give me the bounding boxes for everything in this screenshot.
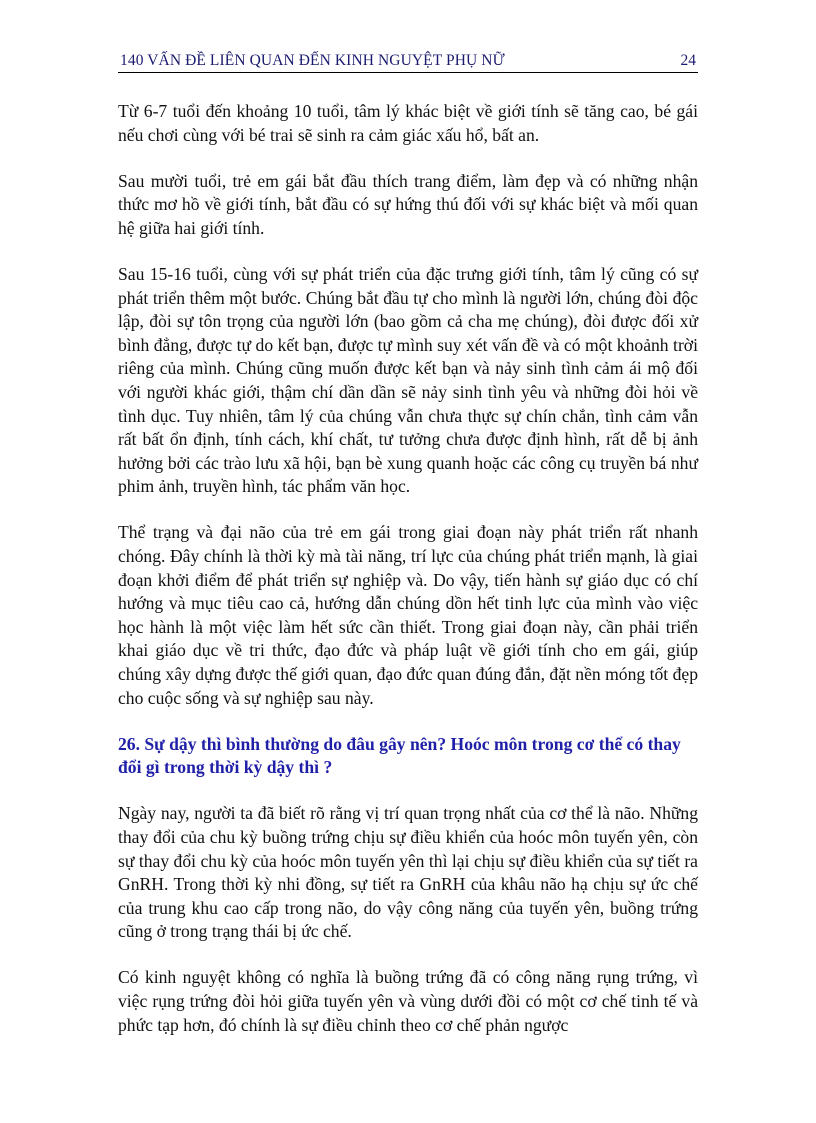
book-title: 140 VẤN ĐỀ LIÊN QUAN ĐẾN KINH NGUYỆT PHỤ NỮ bbox=[120, 52, 505, 69]
page-number: 24 bbox=[680, 52, 696, 69]
paragraph-after-ten: Sau mười tuổi, trẻ em gái bắt đầu thích trang điểm, làm đẹp và có những nhận thức mơ hồ về giới tính, bắt đầu có sự hứng thú đối với sự khác biệt và mối quan hệ giữa hai giới tính. bbox=[118, 170, 698, 238]
section-heading: 26. Sự dậy thì bình thường do đâu gây nên? Hoóc môn trong cơ thể có thay đổi gì trong thời kỳ dậy thì ? bbox=[118, 733, 681, 778]
page-body bbox=[118, 100, 698, 1060]
paragraph-physical-development: Thể trạng và đại não của trẻ em gái trong giai đoạn này phát triển rất nhanh chóng. Đây chính là thời kỳ mà tài năng, trí lực của chúng phát triển mạnh, là giai đoạn khởi điểm để phát triển sự nghiệp và. Do vậy, tiến hành sự giáo dục có chí hướng và mục tiêu cao cả, hướng dẫn chúng dồn hết tinh lực của mình vào việc học hành là một việc làm hết sức cần thiết. Trong giai đoạn này, cần phải triển khai giáo dục về tri thức, đạo đức và pháp luật về giới tính cho em gái, giúp chúng xây dựng được thế giới quan, đạo đức quan đúng đắn, đặt nền móng tốt đẹp cho cuộc sống và sự nghiệp sau này. bbox=[118, 522, 698, 708]
paragraph-ovulation: Có kinh nguyệt không có nghĩa là buồng trứng đã có công năng rụng trứng, vì việc rụng trứng đòi hỏi giữa tuyến yên và vùng dưới đồi có một cơ chế tinh tế và phức tạp hơn, đó chính là sự điều chỉnh theo cơ chế phản ngược bbox=[118, 967, 698, 1035]
paragraph-brain-hormones: Ngày nay, người ta đã biết rõ rằng vị trí quan trọng nhất của cơ thể là não. Những thay đổi của chu kỳ buồng trứng chịu sự điều khiển của hoóc môn tuyến yên, còn sự thay đổi chu kỳ của hoóc môn tuyến yên thì lại chịu sự điều khiển của sự tiết ra GnRH. Trong thời kỳ nhi đồng, sự tiết ra GnRH của khâu não hạ chịu sự ức chế của trung khu cao cấp trong não, do vậy công năng của tuyến yên, buồng trứng cũng ở trong trạng thái bị ức chế. bbox=[118, 803, 698, 942]
paragraph-age-15-16: Sau 15-16 tuổi, cùng với sự phát triển của đặc trưng giới tính, tâm lý cũng có sự phát triển thêm một bước. Chúng bắt đầu tự cho mình là người lớn, chúng đòi độc lập, đòi sự tôn trọng của người lớn (bao gồm cả cha mẹ chúng), đòi được đối xử bình đẳng, được tự do kết bạn, được tự mình suy xét vấn đề và có một khoảnh trời riêng của mình. Chúng cũng muốn được kết bạn và nảy sinh tình cảm ái mộ đối với người khác giới, thậm chí dần dần sẽ nảy sinh tình yêu và những đòi hỏi về tình dục. Tuy nhiên, tâm lý của chúng vẫn chưa thực sự chín chắn, tình cảm vẫn rất bất ổn định, tính cách, khí chất, tư tưởng chưa được định hình, rất dễ bị ảnh hưởng bởi các trào lưu xã hội, bạn bè xung quanh hoặc các công cụ truyền bá như phim ảnh, truyền hình, tác phẩm văn học. bbox=[118, 263, 698, 497]
running-header bbox=[118, 52, 698, 73]
paragraph-age-6-10: Từ 6-7 tuổi đến khoảng 10 tuổi, tâm lý khác biệt về giới tính sẽ tăng cao, bé gái nếu chơi cùng với bé trai sẽ sinh ra cảm giác xấu hổ, bất an. bbox=[118, 101, 698, 145]
